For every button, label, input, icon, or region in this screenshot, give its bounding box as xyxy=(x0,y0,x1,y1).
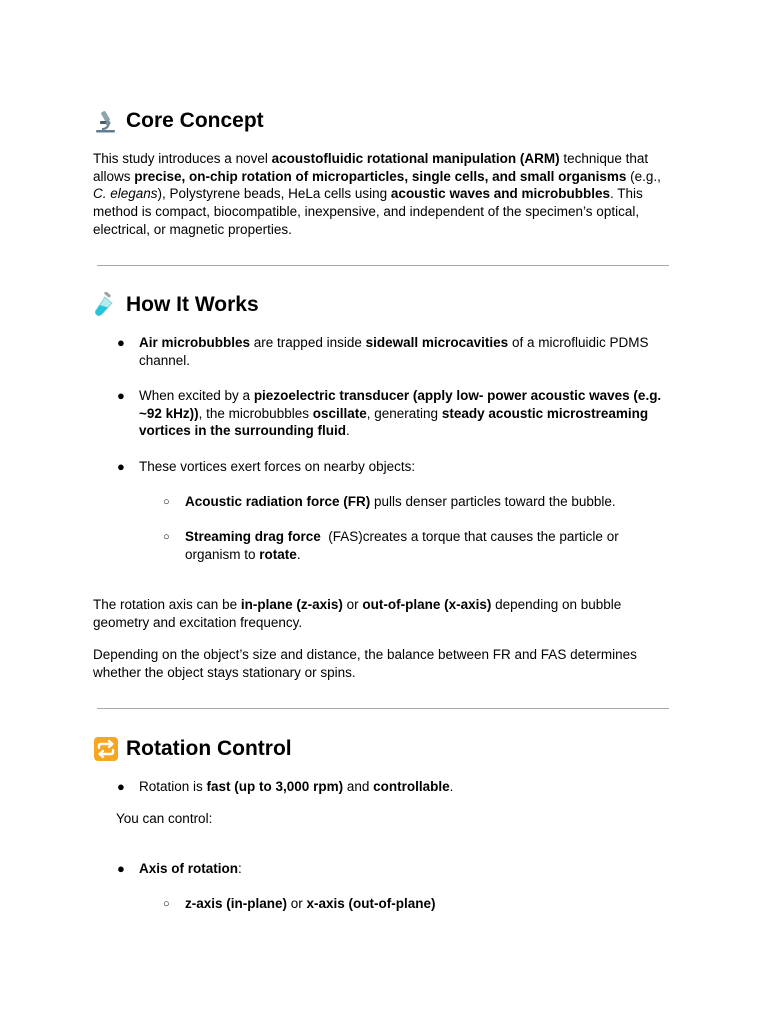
test-tube-icon xyxy=(93,292,119,318)
repeat-arrows-icon xyxy=(93,736,119,762)
sub-bullet-marker: ○ xyxy=(163,496,170,508)
bullet-marker: ● xyxy=(117,335,125,350)
bullet-marker: ● xyxy=(117,861,125,876)
balance-paragraph: Depending on the object’s size and distance, the balance between FR and FAS determines whether the object stays stationary or spins. xyxy=(93,647,637,680)
list-item: Rotation is fast (up to 3,000 rpm) and controllable. xyxy=(139,779,454,794)
heading-text: Core Concept xyxy=(126,109,264,132)
sub-list-item: Streaming drag force (FAS)creates a torque that causes the particle or organism to rotate. xyxy=(185,529,623,562)
bullet-marker: ● xyxy=(117,459,125,474)
list-item: When excited by a piezoelectric transducer (apply low- power acoustic waves (e.g. ~92 kHz)), the microbubbles oscillate, generating steady acoustic microstreaming vortices in the surrounding fluid. xyxy=(139,388,662,439)
horizontal-rule xyxy=(97,265,669,266)
bullet-marker: ● xyxy=(117,388,125,403)
heading-text: Rotation Control xyxy=(126,737,292,760)
sub-list-item: Acoustic radiation force (FR) pulls denser particles toward the bubble. xyxy=(185,494,616,509)
list-item: These vortices exert forces on nearby objects: xyxy=(139,459,416,474)
heading-core-concept xyxy=(93,108,264,134)
heading-text: How It Works xyxy=(126,293,259,316)
sub-bullet-marker: ○ xyxy=(163,531,170,543)
sub-bullet-marker: ○ xyxy=(163,898,170,910)
list-item: Axis of rotation: xyxy=(139,861,242,876)
sub-list-item: z-axis (in-plane) or x-axis (out-of-plane) xyxy=(185,896,436,911)
list-item: Air microbubbles are trapped inside sidewall microcavities of a microfluidic PDMS channel. xyxy=(139,335,649,368)
microscope-icon xyxy=(93,108,119,134)
heading-how-it-works xyxy=(93,292,259,318)
bullet-marker: ● xyxy=(117,779,125,794)
you-can-control-text: You can control: xyxy=(116,811,213,826)
horizontal-rule xyxy=(97,708,669,709)
rotation-axis-paragraph: The rotation axis can be in-plane (z-axis) or out-of-plane (x-axis) depending on bubble geometry and excitation frequency. xyxy=(93,597,622,630)
core-concept-paragraph: This study introduces a novel acoustofluidic rotational manipulation (ARM) technique that allows precise, on-chip rotation of microparticles, single cells, and small organisms (e.g., C. elegans), Polystyrene beads, HeLa cells using acoustic waves and microbubbles. This method is compact, biocompatible, inexpensive, and independent of the specimen’s optical, electrical, or magnetic properties. xyxy=(93,151,661,237)
heading-rotation-control xyxy=(93,736,292,762)
